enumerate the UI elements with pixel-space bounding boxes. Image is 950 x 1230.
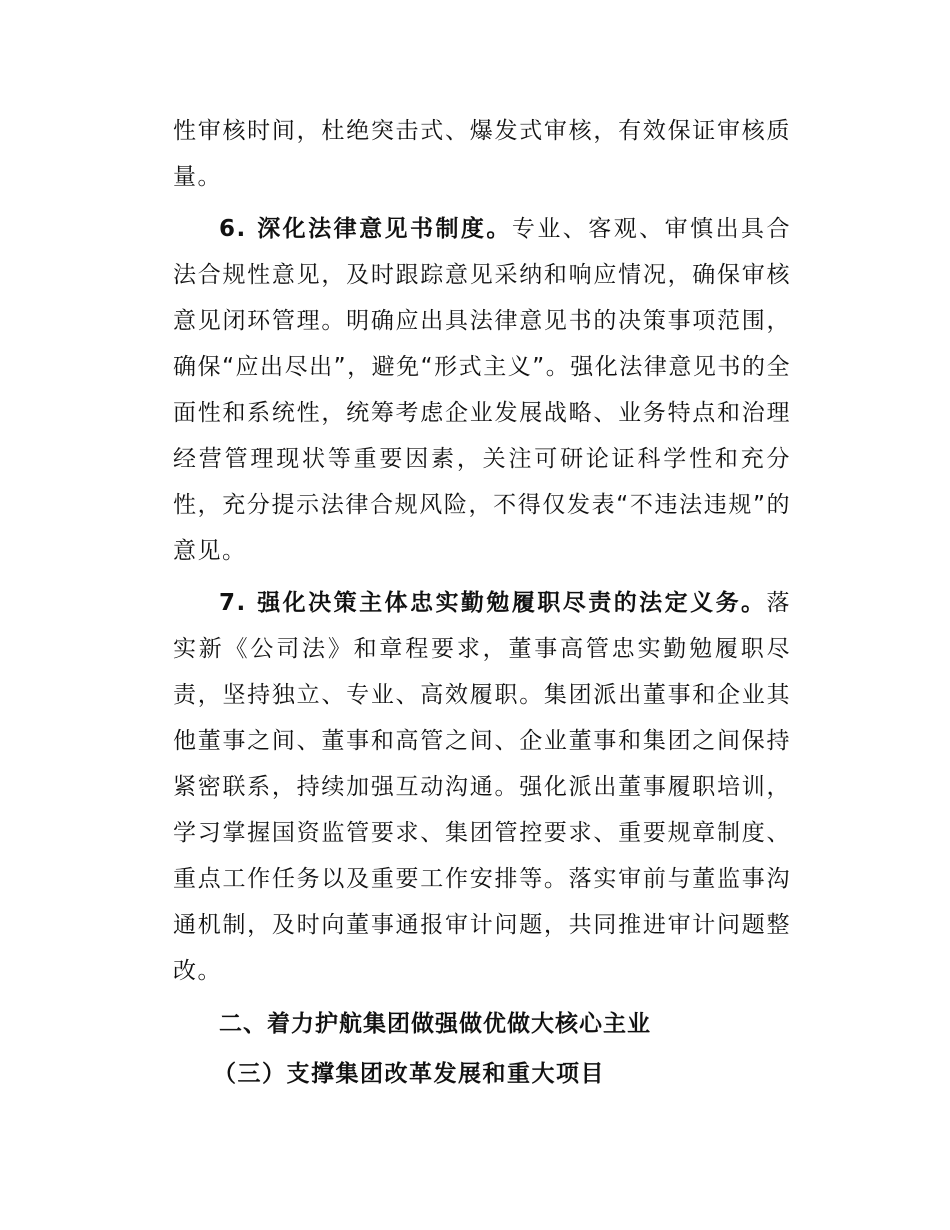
section-heading: 二、着力护航集团做强做优做大核心主业 [219,1011,651,1037]
paragraph-item-7 [173,580,791,994]
item-6-body: 专业、客观、审慎出具合法合规性意见，及时跟踪意见采纳和响应情况，确保审核意见闭环管理。明确应出具法律意见书的决策事项范围，确保“应出尽出”，避免“形式主义”。强化法律意见书的全面性和系统性，统筹考虑企业发展战略、业务特点和治理经营管理现状等重要因素，关注可研论证科学性和充分性，充分提示法律合规风险，不得仅发表“不违法违规”的意见。 [173,216,792,564]
paragraph-continuation: 性审核时间，杜绝突击式、爆发式审核，有效保证审核质量。 [173,118,791,190]
subsection-heading: （三）支撑集团改革发展和重大项目 [213,1061,605,1087]
item-7-body: 落实新《公司法》和章程要求，董事高管忠实勤勉履职尽责，坚持独立、专业、高效履职。集团派出董事和企业其他董事之间、董事和高管之间、企业董事和集团之间保持紧密联系，持续加强互动沟通。强化派出董事履职培训，学习掌握国资监管要求、集团管控要求、重要规章制度、重点工作任务以及重要工作安排等。落实审前与董监事沟通机制，及时向董事通报审计问题，共同推进审计问题整改。 [173,590,791,984]
document-page [173,108,791,1098]
paragraph-item-6 [173,206,791,574]
item-6-lead: 6. 深化法律意见书制度。 [219,216,512,242]
item-7-lead: 7. 强化决策主体忠实勤勉履职尽责的法定义务。 [219,590,767,616]
